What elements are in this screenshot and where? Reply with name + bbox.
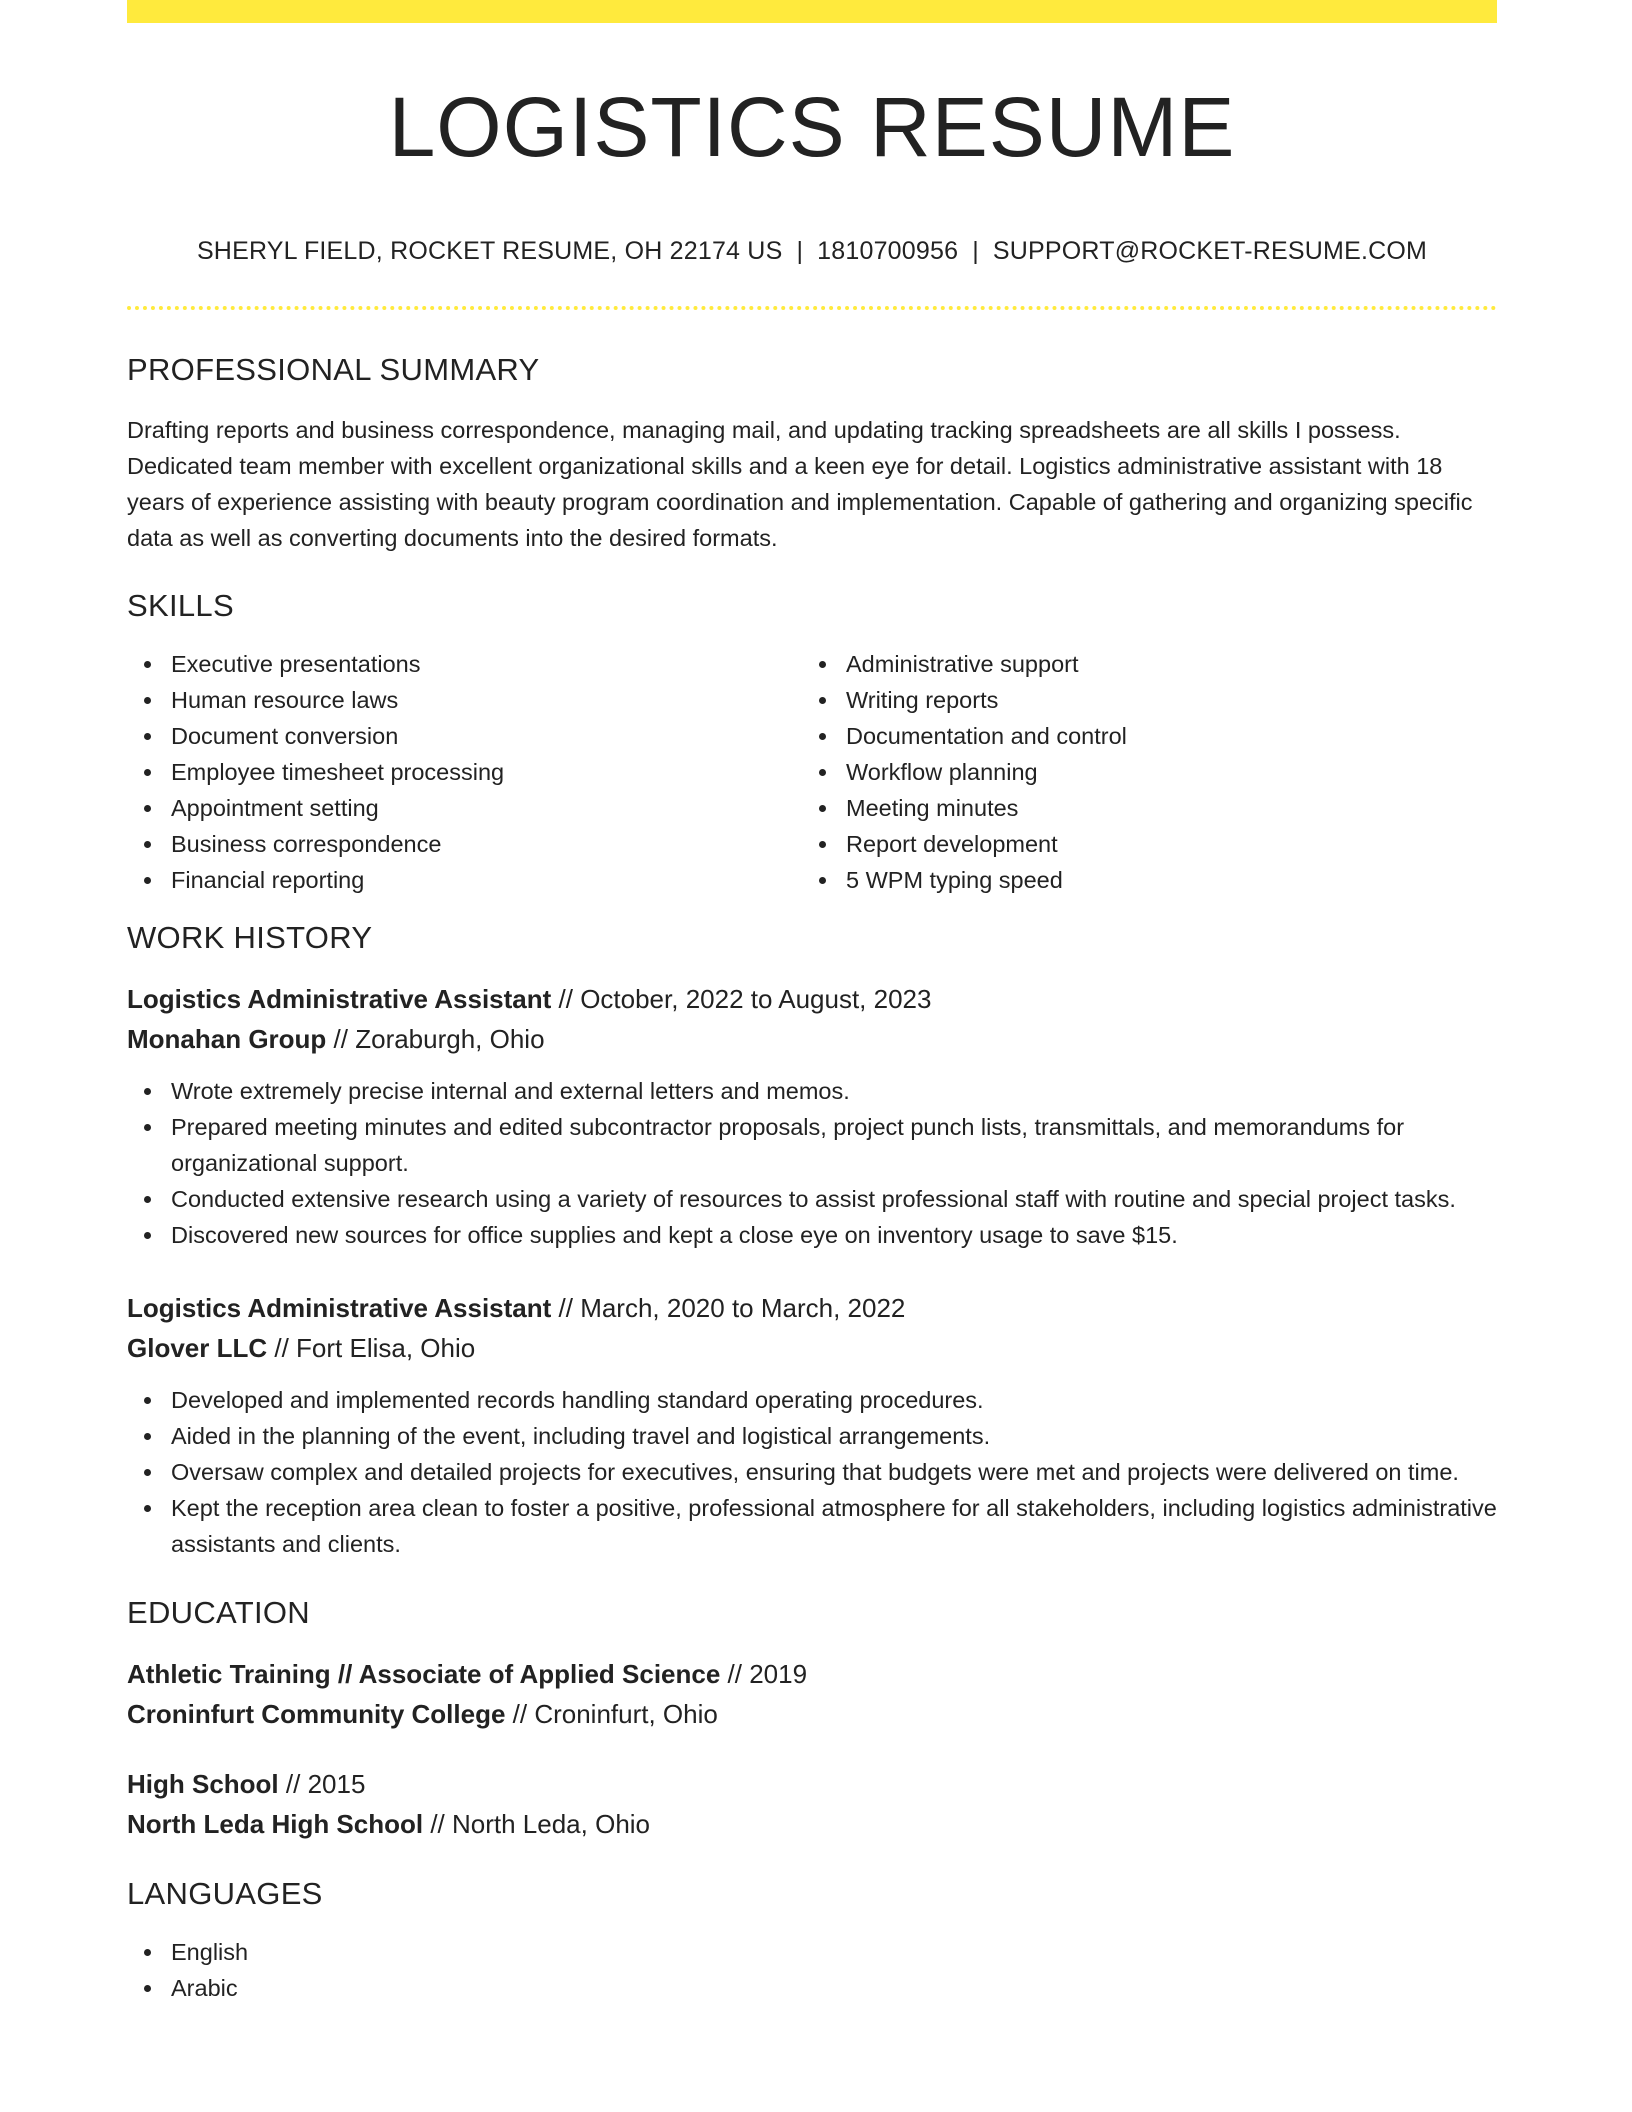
skills-grid xyxy=(127,646,1497,898)
job-company: Glover LLC xyxy=(127,1333,268,1363)
education-degree: High School xyxy=(127,1769,279,1799)
job-entry xyxy=(127,1288,1497,1562)
education-location: // North Leda, Ohio xyxy=(423,1809,651,1839)
education-school: North Leda High School xyxy=(127,1809,424,1839)
job-bullet: Developed and implemented records handling standard operating procedures. xyxy=(171,1382,1497,1418)
top-accent-bar xyxy=(127,0,1497,23)
skills-list-right xyxy=(802,646,1477,898)
bullet-icon xyxy=(819,877,826,884)
job-bullet: Conducted extensive research using a variety of resources to assist professional staff with routine and special project tasks. xyxy=(171,1181,1497,1217)
bullet-icon xyxy=(144,661,151,668)
bullet-icon xyxy=(144,1124,151,1131)
skill-item: Administrative support xyxy=(846,646,1477,682)
bullet-icon xyxy=(144,1985,151,1992)
contact-email[interactable]: SUPPORT@ROCKET-RESUME.COM xyxy=(992,237,1428,265)
job-entry xyxy=(127,979,1497,1253)
job-company-line xyxy=(127,1019,1497,1059)
summary-heading: PROFESSIONAL SUMMARY xyxy=(127,352,540,387)
education-location: // Croninfurt, Ohio xyxy=(505,1699,718,1729)
skill-item: Employee timesheet processing xyxy=(171,754,802,790)
languages-section xyxy=(127,1878,1497,2006)
bullet-icon xyxy=(819,769,826,776)
bullet-icon xyxy=(819,697,826,704)
bullet-icon xyxy=(144,1397,151,1404)
bullet-icon xyxy=(819,661,826,668)
contact-address: SHERYL FIELD, ROCKET RESUME, OH 22174 US xyxy=(196,237,783,265)
skill-item: Financial reporting xyxy=(171,862,802,898)
education-school-line xyxy=(127,1804,1497,1844)
education-degree-line xyxy=(127,1764,1497,1804)
job-bullet: Kept the reception area clean to foster a positive, professional atmosphere for all stakeholders, including logistics administrative assistants and clients. xyxy=(171,1490,1497,1562)
dotted-divider xyxy=(127,306,1497,310)
skill-item: Writing reports xyxy=(846,682,1477,718)
contact-separator: | xyxy=(972,237,979,265)
job-title-line xyxy=(127,1288,1497,1328)
skills-column-right xyxy=(802,646,1477,898)
bullet-icon xyxy=(144,1433,151,1440)
skills-column-left xyxy=(127,646,802,898)
job-bullet: Prepared meeting minutes and edited subcontractor proposals, project punch lists, transmittals, and memorandums for organizational support. xyxy=(171,1109,1497,1181)
job-dates: // March, 2020 to March, 2022 xyxy=(551,1293,906,1323)
bullet-icon xyxy=(144,805,151,812)
contact-separator: | xyxy=(796,237,804,265)
bullet-icon xyxy=(144,1469,151,1476)
languages-heading: LANGUAGES xyxy=(127,1876,323,1911)
contact-line xyxy=(127,239,1497,264)
resume-page xyxy=(127,0,1497,2006)
education-year: // 2019 xyxy=(720,1659,808,1689)
skills-section xyxy=(127,590,1497,898)
bullet-icon xyxy=(144,1232,151,1239)
bullet-icon xyxy=(144,1949,151,1956)
bullet-icon xyxy=(144,697,151,704)
job-bullets xyxy=(127,1382,1497,1562)
skills-list-left xyxy=(127,646,802,898)
education-degree-line xyxy=(127,1654,1497,1694)
skill-item: Appointment setting xyxy=(171,790,802,826)
bullet-icon xyxy=(144,841,151,848)
skill-item: Meeting minutes xyxy=(846,790,1477,826)
job-bullet: Oversaw complex and detailed projects for executives, ensuring that budgets were met and projects were delivered on time. xyxy=(171,1454,1497,1490)
skill-item: Business correspondence xyxy=(171,826,802,862)
education-entry xyxy=(127,1764,1497,1844)
education-school: Croninfurt Community College xyxy=(127,1699,506,1729)
skill-item: Workflow planning xyxy=(846,754,1477,790)
job-title: Logistics Administrative Assistant xyxy=(127,1293,552,1323)
bullet-icon xyxy=(144,769,151,776)
skill-item: 5 WPM typing speed xyxy=(846,862,1477,898)
job-bullets xyxy=(127,1073,1497,1253)
education-year: // 2015 xyxy=(278,1769,366,1799)
languages-list xyxy=(127,1934,1497,2006)
skill-item: Document conversion xyxy=(171,718,802,754)
education-heading: EDUCATION xyxy=(127,1595,310,1630)
education-entry xyxy=(127,1654,1497,1734)
job-company: Monahan Group xyxy=(127,1024,327,1054)
skill-item: Executive presentations xyxy=(171,646,802,682)
education-section xyxy=(127,1597,1497,1844)
job-location: // Zoraburgh, Ohio xyxy=(326,1024,545,1054)
skill-item: Report development xyxy=(846,826,1477,862)
skills-heading: SKILLS xyxy=(127,588,234,623)
resume-title: LOGISTICS RESUME xyxy=(388,80,1236,174)
contact-phone: 1810700956 xyxy=(817,237,959,265)
skill-item: Documentation and control xyxy=(846,718,1477,754)
job-bullet: Wrote extremely precise internal and external letters and memos. xyxy=(171,1073,1497,1109)
skill-item: Human resource laws xyxy=(171,682,802,718)
education-degree: Athletic Training // Associate of Applied Science xyxy=(127,1659,721,1689)
summary-text: Drafting reports and business correspondence, managing mail, and updating tracking spreadsheets are all skills I possess. Dedicated team member with excellent organizational skills and a keen eye for detail. Logistics administrative assistant with 18 years of experience assisting with beauty program coordination and implementation. Capable of gathering and organizing specific data as well as converting documents into the desired formats. xyxy=(127,417,1473,551)
language-item: English xyxy=(171,1934,1497,1970)
job-company-line xyxy=(127,1328,1497,1368)
bullet-icon xyxy=(819,805,826,812)
language-item: Arabic xyxy=(171,1970,1497,2006)
education-school-line xyxy=(127,1694,1497,1734)
job-dates: // October, 2022 to August, 2023 xyxy=(551,984,932,1014)
bullet-icon xyxy=(144,877,151,884)
bullet-icon xyxy=(144,1505,151,1512)
bullet-icon xyxy=(819,733,826,740)
job-bullet: Aided in the planning of the event, including travel and logistical arrangements. xyxy=(171,1418,1497,1454)
job-title-line xyxy=(127,979,1497,1019)
bullet-icon xyxy=(144,1196,151,1203)
bullet-icon xyxy=(819,841,826,848)
job-location: // Fort Elisa, Ohio xyxy=(267,1333,476,1363)
work-history-section xyxy=(127,922,1497,1562)
bullet-icon xyxy=(144,733,151,740)
bullet-icon xyxy=(144,1088,151,1095)
job-title: Logistics Administrative Assistant xyxy=(127,984,552,1014)
summary-section xyxy=(127,354,1497,556)
job-bullet: Discovered new sources for office supplies and kept a close eye on inventory usage to save $15. xyxy=(171,1217,1497,1253)
work-history-heading: WORK HISTORY xyxy=(127,920,373,955)
